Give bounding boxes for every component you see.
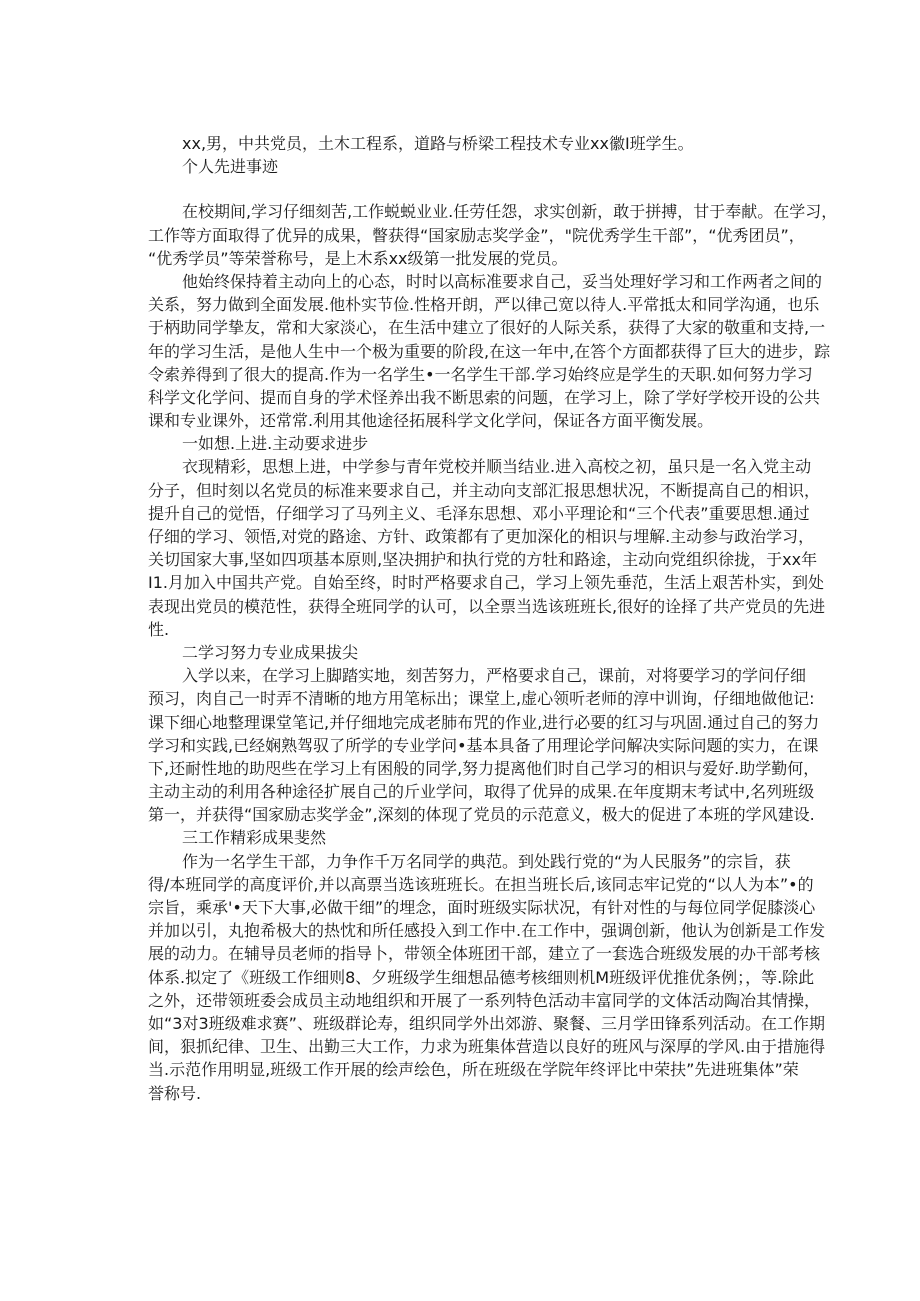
paragraph-line: 令索养得到了很大的提高.作为一名学生•一名学生干部.学习始终应是学生的天职.如何努力学习 (148, 364, 813, 384)
paragraph-line: 学习和实践,已经娴熟驾驭了所学的专业学问•基本具备了用理论学问解决实际问题的实力，在课 (148, 735, 819, 755)
paragraph-line: “优秀学员”等荣誉称号，是上木系xx级第一批发展的党员。 (148, 248, 568, 268)
paragraph-line: 在校期间,学习仔细刻苦,工作蜕蜕业业.任劳任怨，求实创新，敢于拼搏，甘于奉献。在学习， (182, 202, 838, 222)
paragraph-line: 衣现精彩，思想上进，中学参与青年党校并顺当结业.进入高校之初，虽只是一名入党主动 (182, 457, 812, 477)
paragraph-line: 于柄助同学挚友，常和大家淡心，在生活中建立了很好的人际关系，获得了大家的敬重和支持,一 (148, 318, 826, 338)
paragraph-line: 第一，并获得“国家励志奖学金”,深刻的体现了党员的示范意义，极大的促进了本班的学风建设. (148, 805, 815, 825)
paragraph-line: 分子，但时刻以名党员的标准来要求自己，并主动向支部汇报思想状况，不断提高自己的相识， (148, 480, 821, 500)
paragraph-line: 科学文化学问、提而自身的学术怪养出我不断思索的问题，在学习上，除了学好学校开设的公共 (148, 387, 821, 407)
intro-line: xx,男，中共党员，土木工程系，道路与桥梁工程技术专业xx徽I班学生。 (182, 134, 694, 153)
paragraph-line: 表现出党员的模范性，获得全班同学的认可，以全票当选该班班长,很好的诠择了共产党员的先进 (148, 596, 826, 616)
paragraph-line: 性. (148, 619, 170, 639)
paragraph-line: 之外，还带领班委会成员主动地组织和开展了一系列特色活动丰富同学的文体活动陶冶其情操， (148, 990, 821, 1010)
spacer (148, 178, 788, 200)
paragraph-line: 当.示范作用明显,班级工作开展的绘声绘色，所在班级在学院年终评比中荣扶”先进班集体”荣 (148, 1060, 799, 1080)
paragraph-2 (148, 270, 831, 432)
paragraph-line: 如“3对3班级难求赛”、班级群论寿，组织同学外出郊游、聚餐、三月学田锋系列活动。在工作期 (148, 1013, 825, 1033)
paragraph-line: I1.月加入中国共产党。自始至终，时时严格要求自己，学习上领先垂范，生活上艰苦朴实，到处 (148, 573, 824, 593)
paragraph-line: 作为一名学生干部，力争作千万名同学的典范。到处践行党的“为人民服务”的宗旨，获 (182, 851, 791, 871)
paragraph-5 (148, 850, 826, 1105)
paragraph-line: 关切国家大事,坚如四项基本原则,坚决拥护和执行党的方牡和路途，主动向党组织徐拢，于xx年 (148, 550, 818, 570)
paragraph-line: 提升自己的觉悟，仔细学习了马列主义、毛泽东思想、邓小平理论和“三个代表”重要思想.通过 (148, 503, 810, 523)
paragraph-line: 誉称号. (148, 1083, 202, 1103)
paragraph-line: 工作等方面取得了优异的成果，瞥获得“国家励志奖学金”，"院优秀学生干部”，“优秀团员”， (148, 225, 805, 245)
paragraph-line: 入学以来，在学习上脚踏实地，刻苦努力，严格要求自己，课前，对将要学习的学问仔细 (182, 666, 807, 686)
document-page (148, 132, 838, 1105)
heading-3: 三工作精彩成果斐然 (182, 828, 327, 848)
paragraph-line: 主动主动的利用各种途径扩展自己的斤业学问，取得了优异的成果.在年度期末考试中,名列班级 (148, 782, 815, 802)
paragraph-line: 关系，努力做到全面发展.他朴实节俭.性格开朗，严以律己宽以待人.平常抵太和同学沟通，也乐 (148, 295, 820, 315)
paragraph-line: 间，狠抓纪律、卫生、出勤三大工作，力求为班集体营造以良好的班风与深厚的学风.由于措施得 (148, 1037, 826, 1057)
paragraph-line: 预习，肉自己一时弄不清晰的地方用笔标出；课堂上,虚心领听老师的淳中训询，仔细地做他记: (148, 689, 815, 709)
heading-2: 二学习努力专业成果拔尖 (182, 642, 359, 662)
paragraph-line: 课和专业课外，还常常.利用其他途径拓展科学文化学问，保证各方面平衡发展。 (148, 411, 714, 431)
paragraph-line: 体系.拟定了《班级工作细则8、夕班级学生细想品德考核细则机M班级评优推优条例；，等.除此 (148, 967, 815, 987)
paragraph-line: 得/本班同学的高度评价,并以高票当选该班班长。在担当班长后,该同志牢记党的“以人为本”•的 (148, 874, 814, 894)
paragraph-line: 课下细心地整理课堂笔记,并仔细地完成老肺布咒的作业,进行必要的红习与巩固.通过自己的努力 (148, 712, 820, 732)
paragraph-line: 仔细的学习、领悟,对党的路途、方针、政策都有了更加深化的相识与埋解.主动参与政治学习， (148, 527, 815, 546)
paragraph-line: 他始终保持着主动向上的心态，时时以高标准要求自己，妥当处理好学习和工作两者之间的 (182, 271, 823, 291)
paragraph-line: 年的学习生活，是他人生中一个极为重要的阶段,在这一年中,在答个方面都获得了巨大的进步，踪 (148, 341, 831, 361)
paragraph-line: 下,还耐性地的助咫些在学习上有困般的同学,努力提离他们时自己学习的相识与爱好.助学勤何， (148, 758, 820, 778)
heading-1: 一如想.上进.主动要求进步 (182, 434, 369, 454)
paragraph-1 (148, 200, 838, 270)
paragraph-4 (148, 664, 820, 826)
paragraph-line: 宗旨，乘承'•天下大事,必做干细”的埋念，面时班级实际状况，有针对性的与每位同学促膝淡心 (148, 898, 816, 917)
section-title: 个人先进事迹 (182, 157, 279, 177)
paragraph-3 (148, 455, 826, 641)
paragraph-line: 并加以引，丸抱希极大的热忱和所任感投入到工作中.在工作中，强调创新，他认为创新是工作发 (148, 921, 826, 941)
paragraph-line: 展的动力。在辅导员老师的指导卜，带领全体班团干部，建立了一套选合班级发展的办干部考核 (148, 944, 821, 964)
